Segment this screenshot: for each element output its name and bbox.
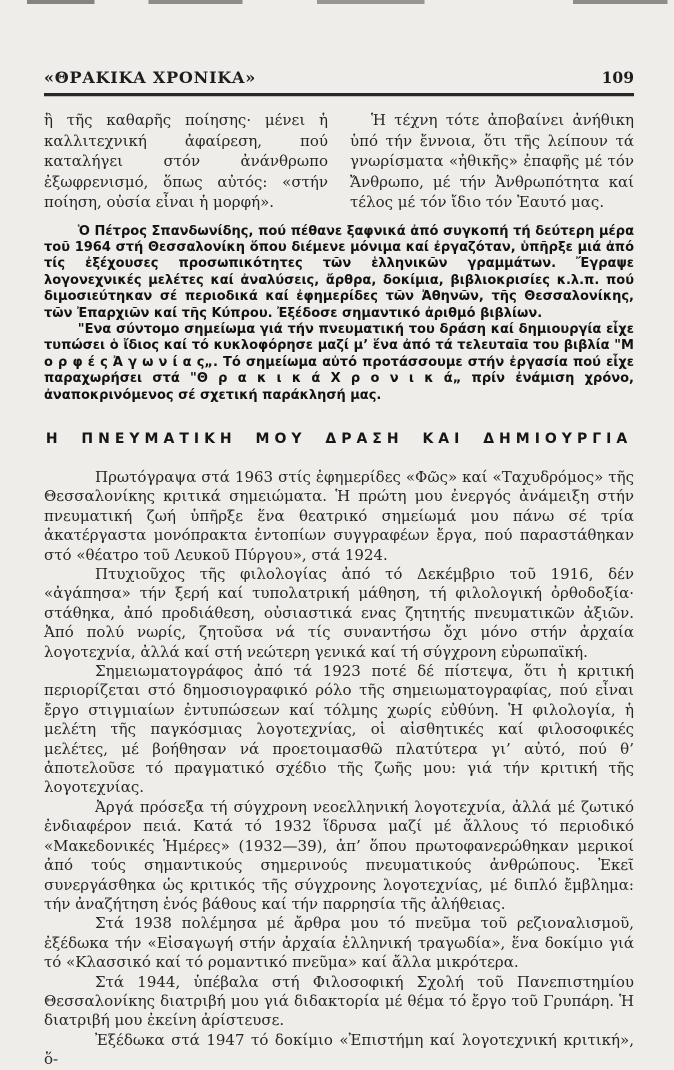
intro-paragraph: Ὁ Πέτρος Σπανδωνίδης, πού πέθανε ξαφνικά ἀπό συγκοπή τή δεύτερη μέρα τοῦ 1964 στή Θεσσαλονίκη ὅπου διέμενε μόνιμα καί ἐργαζόταν, ὑπῆρξε μιά ἀπό τίς ἐξέχουσες προσωπικότητες τῶν ἑλληνικῶν γραμμάτων. Ἔγραψε λογονεχνικές μελέτες καί ἀναλύσεις, ἄρθρα, δοκίμια, βιβλιοκρισίες κ.λ.π. πού διμοσιεύτηκαν σέ περιοδικά καί ἐφημερίδες τῶν Ἀθηνῶν, τῆς Θεσσαλονίκης, τῶν Ἐπαρχιῶν καί τῆς Κύπρου. Ἐξέδοσε σημαντικό ἀριθμό βιβλίων. [44,223,634,321]
body-paragraph: Ἐξέδωκα στά 1947 τό δοκίμιο «Ἐπιστήμη καί λογοτεχνική κριτική», ὅ- [44,1030,634,1069]
body-paragraph: Ἀργά πρόσεξα τή σύγχρονη νεοελληνική λογοτεχνία, ἀλλά μέ ζωτικό ἐνδιαφέρον πειά. Κατά τό 1932 ἵδρυσα μαζί μέ ἄλλους τό περιοδικό «Μακεδονικές Ἡμέρες» (1932—39), ἀπ’ ὅπου πρωτοφανερώθηκαν μερικοί ἀπό τούς σημαντικούς σημερινούς πνευματικούς ἀνθρώπους. Ἐκεῖ συνεργάσθηκα ὡς κριτικός τῆς σύγχρονης λογοτεχνίας, μέ διπλό ἔμβλημα: τήν ἀναζήτηση ἑνός βάθους καί τήν παρρησία τῆς ἀλήθειας. [44,797,634,913]
intro-paragraph: "Ενα σύντομο σημείωμα γιά τήν πνευματική του δράση καί δημιουργία εἶχε τυπώσει ὁ ἴδιος καί τό κυκλοφόρησε μαζί μ’ ἕνα ἀπό τά τελευταῖα του βιβλία "Μ ο ρ φ έ ς Ἀ γ ω ν ί α ς„. Τό σημείωμα αὐτό προτάσσουμε στήν ἐργασία πού εἶχε παραχωρήσει στά "Θ ρ α κ ι κ ά Χ ρ ο ν ι κ ά„ πρίν ἐνάμιση χρόνο, ἀναποκρινόμενος σέ σχετική παράκλησή μας. [44,321,634,403]
scan-edge-artifact [0,0,674,4]
page-number: 109 [601,68,634,87]
right-column-text: Ἡ τέχνη τότε ἀποβαίνει ἀνήθικη ὑπό τήν ἔννοια, ὅτι τῆς λείπουν τά γνωρίσματα «ἠθικῆς» ἐπαφῆς μέ τόν Ἄνθρωπο, μέ τήν Ἀνθρωπότητα καί τέλος μέ τόν ἴδιο τόν Ἑαυτό μας. [350,111,634,211]
page-header [44,68,634,87]
editorial-intro [44,224,634,404]
header-rule [44,93,634,96]
left-column [44,110,328,213]
body-paragraph: Σημειωματογράφος ἀπό τά 1923 ποτέ δέ πίστεψα, ὅτι ἡ κριτική περιορίζεται στό δημοσιογραφικό ρόλο τῆς σημειωματογραφίας, πού εἶναι ἔργο στιγμιαίων ἐντυπώσεων καί τόλμης χωρίς εὐθύνη. Ἡ φιλολογία, ἡ μελέτη τῆς παγκόσμιας λογοτεχνίας, οἱ αἰσθητικές καί φιλοσοφικές μελέτες, μέ βοήθησαν νά προετοιμασθῶ πλατύτερα γι’ αὐτό, πού θ’ ἀποτελοῦσε τό πραγματικό σχέδιο τῆς ζωῆς μου: γιά τήν κριτική τῆς λογοτεχνίας. [44,662,634,797]
right-column [350,110,634,213]
body-paragraph: Στά 1944, ὑπέβαλα στή Φιλοσοφική Σχολή τοῦ Πανεπιστημίου Θεσσαλονίκης διατριβή μου γιά διδακτορία μέ θέμα τό ἔργο τοῦ Γρυπάρη. Ἡ διατριβή μου ἐκείνη ἀρίστευσε. [44,972,634,1030]
left-column-text: ἢ τῆς καθαρῆς ποίησης· μένει ἡ καλλιτεχνική ἀφαίρεση, πού καταλήγει στόν ἀνάνθρωπο ἐξωφρενισμό, ὅπως αὐτός: «στήν ποίηση, οὐσία εἶναι ἡ μορφή». [44,111,328,211]
body-paragraph: Πτυχιοῦχος τῆς φιλολογίας ἀπό τό Δεκέμβριο τοῦ 1916, δέν «ἀγάπησα» τήν ξερή καί τυπολατρική μάθηση, τή φιλολογική ὀρθοδοξία· στάθηκα, ἀπό προδιάθεση, οὐσιαστικά ενας ζητητής πνευματικῶν ἀξιῶν. Ἀπό πολύ νωρίς, ζητοῦσα νά τίς συναντήσω ὄχι μόνο στήν ἀρχαία λογοτεχνία, ἀλλά καί στή νεώτερη γενικά καί τή σύγχρονη εὐρωπαϊκή. [44,565,634,661]
body-paragraph: Στά 1938 πολέμησα μέ ἄρθρα μου τό πνεῦμα τοῦ ρεζιοναλισμοῦ, ἐξέδωκα τήν «Εἰσαγωγή στήν ἀρχαία ἑλληνική τραγωδία», ἕνα δοκίμιο γιά τό «Κλασσικό καί τό ρομαντικό πνεῦμα» καί ἄλλα μικρότερα. [44,914,634,972]
body-paragraph: Πρωτόγραψα στά 1963 στίς ἐφημερίδες «Φῶς» καί «Ταχυδρόμος» τῆς Θεσσαλονίκης κριτικά σημειώματα. Ἡ πρώτη μου ἐνεργός ἀνάμειξη στήν πνευματική ζωή ὑπῆρξε ἕνα θεατρικό σημείωμά μου πάνω σέ τρία ἀκατέργαστα μονόπρακτα ἐντοπίων συγγραφέων ἔργα, πού παραστάθηκαν στό «θέατρο τοῦ Λευκοῦ Πύργου», στά 1924. [44,467,634,564]
journal-title: «ΘΡΑΚΙΚΑ ΧΡΟΝΙΚΑ» [44,68,257,87]
article-body [44,468,634,1070]
two-column-text [44,110,634,213]
section-heading: Η ΠΝΕΥΜΑΤΙΚΗ ΜΟΥ ΔΡΑΣΗ ΚΑΙ ΔΗΜΙΟΥΡΓΙΑ [45,430,633,447]
